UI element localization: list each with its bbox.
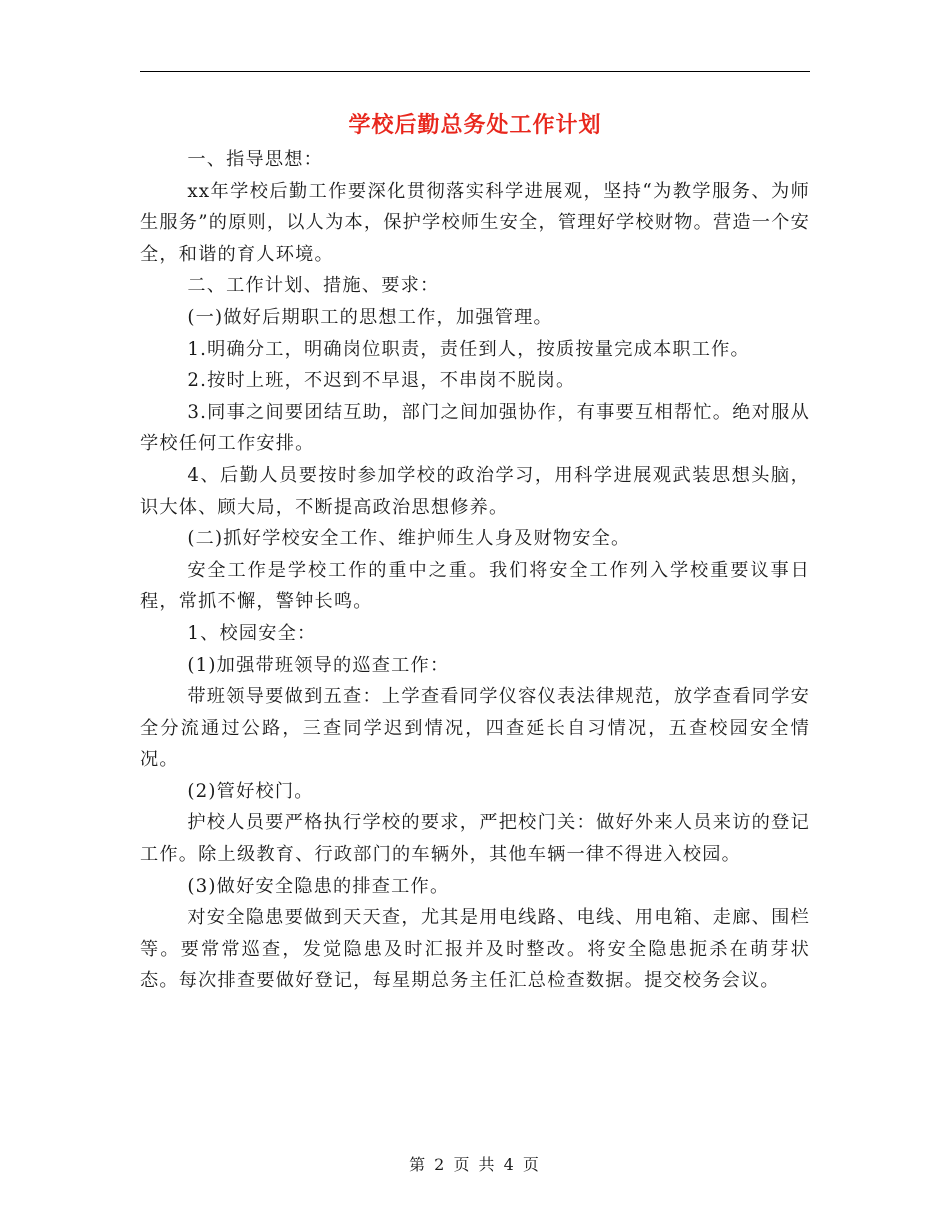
paragraph-five-checks: 带班领导要做到五查：上学查看同学仪容仪表法律规范，放学查看同学安全分流通过公路，三查同学迟到情况，四查延长自习情况，五查校园安全情况。 [140,686,810,771]
section-heading-guiding-thought: 一、指导思想： [187,149,324,170]
list-item-political-study: 4、后勤人员要按时参加学校的政治学习，用科学进展观武装思想头脑，识大体、顾大局，不断提高政治思想修养。 [140,464,810,518]
list-heading-hazard-inspection: (3)做好安全隐患的排查工作。 [187,875,450,897]
paragraph-safety-priority: 安全工作是学校工作的重中之重。我们将安全工作列入学校重要议事日程，常抓不懈，警钟长鸣。 [140,559,810,613]
list-item-punctuality: 2.按时上班，不迟到不早退，不串岗不脱岗。 [187,370,576,392]
section-heading-work-plan: 二、工作计划、措施、要求： [187,275,440,297]
page-number-footer: 第 2 页 共 4 页 [409,1155,541,1174]
subsection-heading-staff-management: (一)做好后期职工的思想工作，加强管理。 [187,306,553,328]
document-body [140,144,810,997]
header-rule [140,71,810,72]
list-heading-patrol: (1)加强带班领导的巡查工作： [187,654,450,676]
list-heading-campus-safety: 1、校园安全： [187,622,317,644]
paragraph-gate-control: 护校人员要严格执行学校的要求，严把校门关：做好外来人员来访的登记工作。除上级教育、行政部门的车辆外，其他车辆一律不得进入校园。 [140,812,810,866]
paragraph-hazard-inspection: 对安全隐患要做到天天查，尤其是用电线路、电线、用电箱、走廊、围栏等。要常常巡查，发觉隐患及时汇报并及时整改。将安全隐患扼杀在萌芽状态。每次排查要做好登记，每星期总务主任汇总检查数据。提交校务会议。 [140,907,810,992]
list-item-cooperation: 3.同事之间要团结互助，部门之间加强协作，有事要互相帮忙。绝对服从学校任何工作安排。 [140,401,810,455]
list-heading-school-gate: (2)管好校门。 [187,780,314,802]
paragraph-guiding-thought: xx年学校后勤工作要深化贯彻落实科学进展观，坚持“为教学服务、为师生服务”的原则，以人为本，保护学校师生安全，管理好学校财物。营造一个安全，和谐的育人环境。 [140,180,810,265]
document-title: 学校后勤总务处工作计划 [348,112,602,138]
list-item-division-of-labor: 1.明确分工，明确岗位职责，责任到人，按质按量完成本职工作。 [187,338,750,360]
subsection-heading-safety: (二)抓好学校安全工作、维护师生人身及财物安全。 [187,528,631,550]
